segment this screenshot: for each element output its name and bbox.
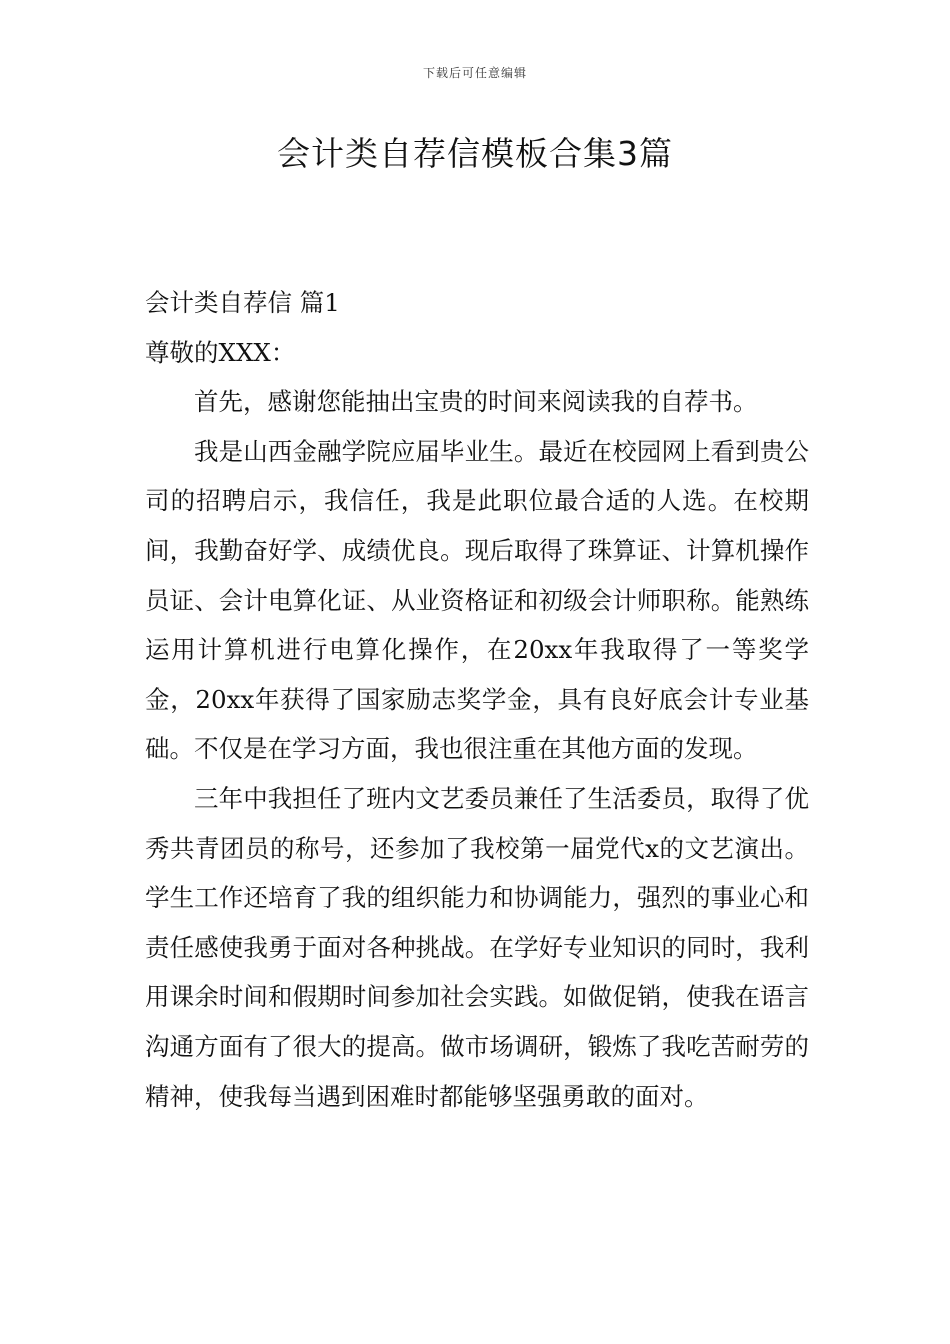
section-heading: 会计类自荐信 篇1 <box>145 288 340 317</box>
paragraph-2: 我是山西金融学院应届毕业生。最近在校园网上看到贵公司的招聘启示，我信任，我是此职位最合适的人选。在校期间，我勤奋好学、成绩优良。现后取得了珠算证、计算机操作员证、会计电算化证、从业资格证和初级会计师职称。能熟练运用计算机进行电算化操作，在20xx年我取得了一等奖学金，20xx年获得了国家励志奖学金，具有良好底会计专业基础。不仅是在学习方面，我也很注重在其他方面的发现。 <box>145 436 809 764</box>
paragraph-3: 三年中我担任了班内文艺委员兼任了生活委员，取得了优秀共青团员的称号，还参加了我校第一届党代x的文艺演出。学生工作还培育了我的组织能力和协调能力，强烈的事业心和责任感使我勇于面对各种挑战。在学好专业知识的同时，我利用课余时间和假期时间参加社会实践。如做促销，使我在语言沟通方面有了很大的提高。做市场调研，锻炼了我吃苦耐劳的精神，使我每当遇到困难时都能够坚强勇敢的面对。 <box>145 783 809 1111</box>
header-note: 下载后可任意编辑 <box>422 66 527 80</box>
document-body <box>145 278 809 1121</box>
document-title: 会计类自荐信模板合集3篇 <box>277 134 673 173</box>
salutation: 尊敬的XXX： <box>145 337 296 367</box>
paragraph-1: 首先，感谢您能抽出宝贵的时间来阅读我的自荐书。 <box>194 387 758 417</box>
